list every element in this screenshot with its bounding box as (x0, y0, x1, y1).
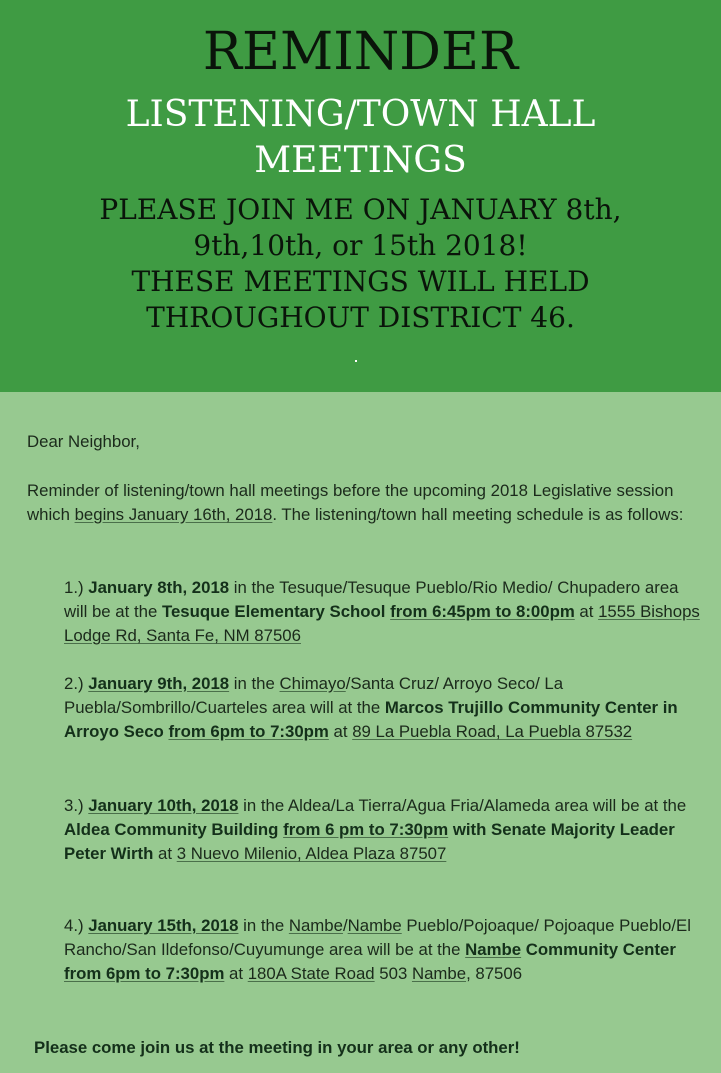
special-guest: with Senate Majority Leader Peter Wirth (64, 820, 675, 863)
meeting-time[interactable]: from 6:45pm to 8:00pm (390, 602, 575, 621)
meeting-address-link[interactable]: 1555 Bishops Lodge Rd, Santa Fe, NM 87506 (64, 602, 700, 645)
meeting-date: January 8th, 2018 (88, 578, 230, 597)
meeting-title-line1: LISTENING/TOWN HALL (125, 94, 596, 135)
place-link[interactable]: Nambe (347, 916, 402, 935)
meeting-venue: Aldea Community Building (64, 820, 279, 839)
meeting-address-link[interactable]: 3 Nuevo Milenio, Aldea Plaza 87507 (176, 844, 447, 863)
join-line2: 9th,10th, or 15th 2018! (193, 229, 528, 262)
header-banner (0, 0, 721, 392)
greeting: Dear Neighbor, (27, 432, 140, 451)
join-line1: PLEASE JOIN ME ON JANUARY 8th, (99, 193, 622, 226)
meeting-date[interactable]: January 15th, 2018 (88, 916, 239, 935)
meeting-time[interactable]: from 6pm to 7:30pm (64, 964, 225, 983)
meeting-date[interactable]: January 10th, 2018 (88, 796, 239, 815)
reminder-heading: REMINDER (202, 22, 519, 82)
join-line3: THESE MEETINGS WILL HELD (131, 265, 590, 298)
intro-paragraph: Reminder of listening/town hall meetings before the upcoming 2018 Legislative session which begins January 16th, 2018. The listening/town hall meeting schedule is as follows: (27, 481, 684, 524)
meeting-title (0, 92, 721, 184)
meeting-item-2: 2.) January 9th, 2018 in the Chimayo/Santa Cruz/ Arroyo Seco/ La Puebla/Sombrillo/Cuarteles area will at the Marcos Trujillo Community Center in Arroyo Seco from 6pm to 7:30pm at 89 La Puebla Road, La Puebla 87532 (64, 674, 678, 741)
join-line4: THROUGHOUT DISTRICT 46. (146, 301, 575, 334)
place-link[interactable]: Chimayo (279, 674, 346, 693)
meeting-venue: Community Center (521, 940, 676, 959)
meeting-item-4: 4.) January 15th, 2018 in the Nambe/Nambe Pueblo/Pojoaque/ Pojoaque Pueblo/El Rancho/San Ildefonso/Cuyumunge area will be at the Nambe Community Center from 6pm to 7:30pm at 180A State Road 503 Nambe, 87506 (64, 916, 691, 983)
venue-link[interactable]: Nambe (465, 940, 522, 959)
meeting-venue: Tesuque Elementary School (161, 602, 386, 621)
meeting-address-link[interactable]: 89 La Puebla Road, La Puebla 87532 (352, 722, 633, 741)
meeting-address-link[interactable]: 180A State Road (247, 964, 375, 983)
meeting-time[interactable]: from 6 pm to 7:30pm (283, 820, 449, 839)
decorative-dot (355, 360, 357, 362)
meeting-item-1: 1.) January 8th, 2018 in the Tesuque/Tesuque Pueblo/Rio Medio/ Chupadero area will be at the Tesuque Elementary School from 6:45pm to 8:00pm at 1555 Bishops Lodge Rd, Santa Fe, NM 87506 (64, 578, 700, 645)
session-date-link[interactable]: begins January 16th, 2018 (74, 505, 273, 524)
meeting-item-3: 3.) January 10th, 2018 in the Aldea/La Tierra/Agua Fria/Alameda area will be at the Aldea Community Building from 6 pm to 7:30pm with Senate Majority Leader Peter Wirth at 3 Nuevo Milenio, Aldea Plaza 87507 (64, 796, 687, 863)
meeting-date[interactable]: January 9th, 2018 (88, 674, 230, 693)
join-message (0, 192, 721, 336)
closing-line: Please come join us at the meeting in your area or any other! (34, 1038, 520, 1057)
place-link[interactable]: Nambe (288, 916, 343, 935)
meeting-time[interactable]: from 6pm to 7:30pm (168, 722, 329, 741)
meeting-title-line2: MEETINGS (254, 140, 467, 181)
meeting-venue: Marcos Trujillo Community Center in Arroyo Seco (64, 698, 678, 741)
place-link[interactable]: Nambe (411, 964, 467, 983)
